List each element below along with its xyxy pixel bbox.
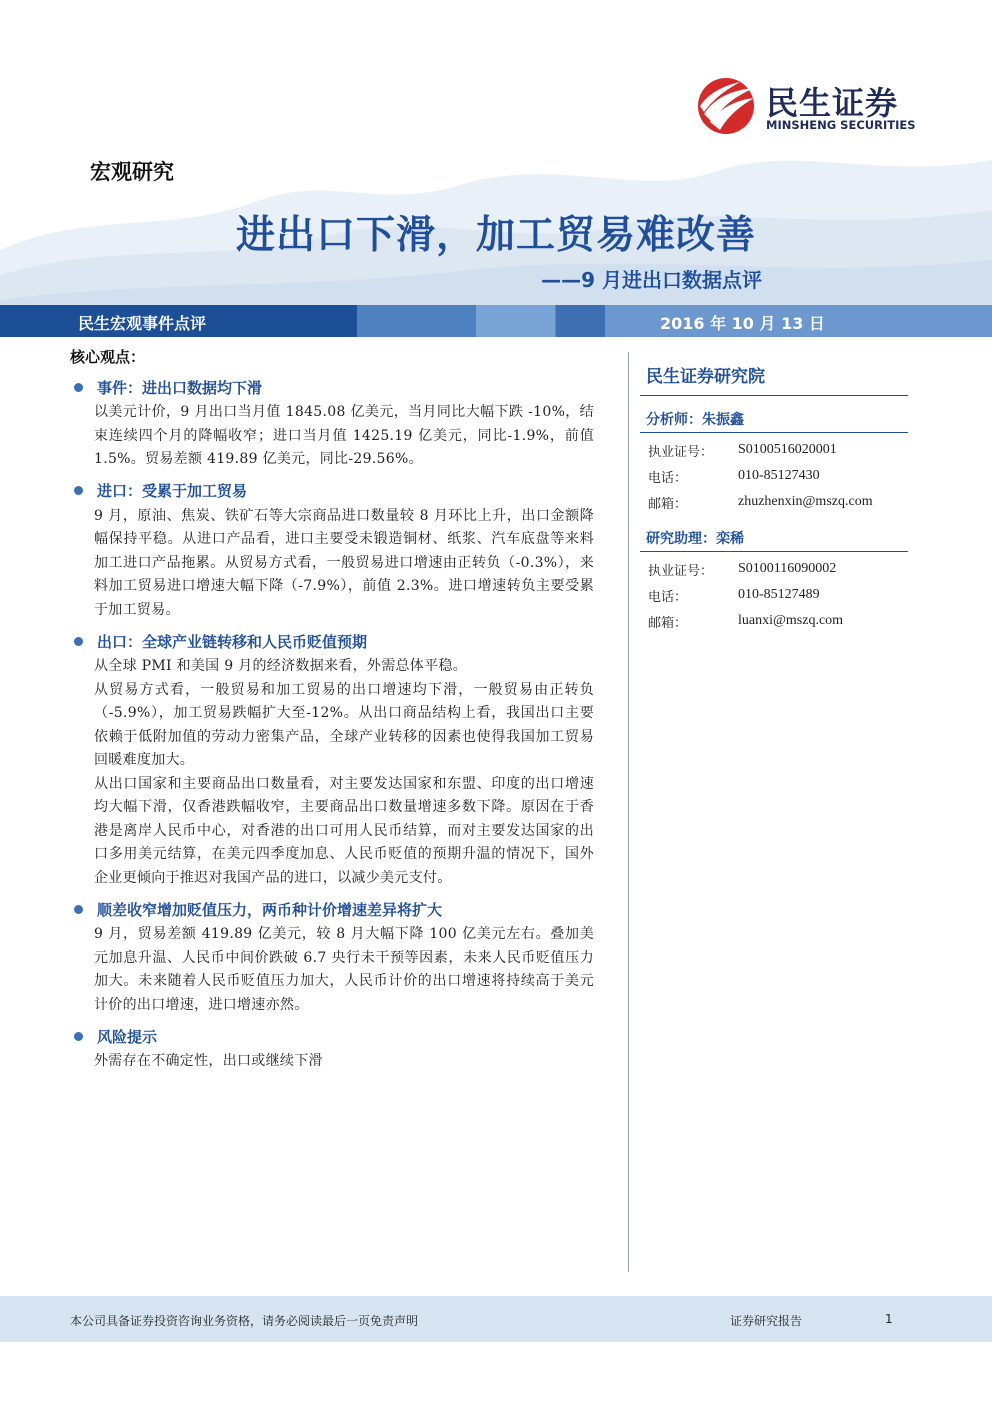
section-heading <box>70 1022 594 1050</box>
paragraph: 从全球 PMI 和美国 9 月的经济数据来看，外需总体平稳。 <box>94 658 467 674</box>
logo-text-en: MINSHENG SECURITIES <box>766 118 916 132</box>
paragraph: 9 月，原油、焦炭、铁矿石等大宗商品进口数量较 8 月环比上升，出口金额降幅保持平稳。从进口产品看，进口主要受未锻造铜材、纸浆、汽车底盘等来料加工进口产品拖累。从贸易方式看，一般贸易进口增速由正转负（-0.3%），来料加工贸易进口增速大幅下降（-7.9%），前值 2.3%。进口增速转负主要受累于加工贸易。 <box>94 507 594 618</box>
page-subtitle: ——9 月进出口数据点评 <box>541 268 762 292</box>
report-series: 民生宏观事件点评 <box>78 314 207 333</box>
bullet-icon <box>74 486 83 495</box>
assistant-email-row <box>640 608 908 634</box>
page-footer <box>0 1296 992 1342</box>
section-exports <box>70 627 594 890</box>
logo-emblem-icon <box>696 76 758 136</box>
analyst-email-row <box>640 489 908 515</box>
cert-label: 执业证号： <box>648 444 714 460</box>
assistant-phone-row <box>640 582 908 608</box>
section-title: 风险提示 <box>97 1027 158 1046</box>
section-heading <box>70 477 594 505</box>
bullet-icon <box>74 1032 83 1041</box>
phone-label: 电话： <box>648 589 688 605</box>
section-heading <box>70 627 594 655</box>
phone-value: 010-85127430 <box>738 468 820 483</box>
paragraph: 从贸易方式看，一般贸易和加工贸易的出口增速均下滑，一般贸易由正转负（-5.9%），加工贸易跌幅扩大至-12%。从出口商品结构上看，我国出口主要依赖于低附加值的劳动力密集产品，全球产业转移的因素也使得我国加工贸易回暖难度加大。 <box>94 681 594 768</box>
analyst-sidebar <box>640 352 908 634</box>
section-event <box>70 373 594 472</box>
section-risk <box>70 1022 594 1074</box>
bullet-icon <box>74 637 83 646</box>
analyst-cert-row <box>640 437 908 463</box>
company-logo <box>696 76 936 136</box>
section-heading <box>70 895 594 923</box>
page-title: 进出口下滑，加工贸易难改善 <box>235 213 756 258</box>
document-type: 证券研究报告 <box>730 1314 803 1328</box>
section-title: 事件：进出口数据均下滑 <box>97 378 263 397</box>
cert-value: S0100516020001 <box>738 442 837 457</box>
logo-text-cn: 民生证券 <box>766 84 899 122</box>
core-views-label: 核心观点： <box>70 348 146 366</box>
phone-label: 电话： <box>648 470 688 486</box>
email-label: 邮箱： <box>648 496 688 512</box>
phone-value: 010-85127489 <box>738 587 820 602</box>
report-date: 2016 年 10 月 13 日 <box>660 314 825 333</box>
paragraph: 外需存在不确定性，出口或继续下滑 <box>94 1053 323 1069</box>
analyst-contact <box>640 433 908 515</box>
page-number: 1 <box>885 1312 893 1326</box>
paragraph: 9 月，贸易差额 419.89 亿美元，较 8 月大幅下降 100 亿美元左右。叠加美元加息升温、人民币中间价跌破 6.7 央行未干预等因素，未来人民币贬值压力加大。未来随着人民币贬值压力加大，人民币计价的出口增速将持续高于美元计价的出口增速，进口增速亦然。 <box>94 926 594 1013</box>
section-title: 顺差收窄增加贬值压力，两币种计价增速差异将扩大 <box>97 900 443 919</box>
bullet-icon <box>74 383 83 392</box>
analyst-phone-row <box>640 463 908 489</box>
institute-name: 民生证券研究院 <box>640 352 908 396</box>
section-title: 进口：受累于加工贸易 <box>97 482 248 500</box>
cert-value: S0100116090002 <box>738 561 837 576</box>
assistant-contact <box>640 552 908 634</box>
section-imports <box>70 477 594 623</box>
section-title: 出口：全球产业链转移和人民币贬值预期 <box>97 632 368 651</box>
section-trade-surplus <box>70 895 594 1017</box>
cert-label: 执业证号： <box>648 563 714 579</box>
report-banner <box>0 305 992 337</box>
disclaimer-text: 本公司具备证券投资咨询业务资格，请务必阅读最后一页免责声明 <box>70 1314 419 1328</box>
main-content <box>70 346 594 1079</box>
assistant-cert-row <box>640 556 908 582</box>
email-value[interactable]: zhuzhenxin@mszq.com <box>738 494 873 509</box>
report-category: 宏观研究 <box>90 159 174 184</box>
paragraph: 以美元计价，9 月出口当月值 1845.08 亿美元，当月同比大幅下跌 -10%，结束连续四个月的降幅收窄；进口当月值 1425.19 亿美元，同比-1.9%，前值 1.5%。贸易差额 419.89 亿美元，同比-29.56%。 <box>94 404 594 467</box>
section-heading <box>70 373 594 401</box>
paragraph: 从出口国家和主要商品出口数量看，对主要发达国家和东盟、印度的出口增速均大幅下滑，仅香港跌幅收窄，主要商品出口数量增速多数下降。原因在于香港是离岸人民币中心，对香港的出口可用人民币结算，而对主要发达国家的出口多用美元结算，在美元四季度加息、人民币贬值的预期升温的情况下，国外企业更倾向于推迟对我国产品的进口，以减少美元支付。 <box>94 775 594 886</box>
email-label: 邮箱： <box>648 615 688 631</box>
bullet-icon <box>74 905 83 914</box>
assistant-role: 研究助理：栾稀 <box>640 515 908 552</box>
email-value[interactable]: luanxi@mszq.com <box>738 613 844 628</box>
column-divider <box>628 352 629 1272</box>
analyst-role: 分析师：朱振鑫 <box>640 396 908 433</box>
